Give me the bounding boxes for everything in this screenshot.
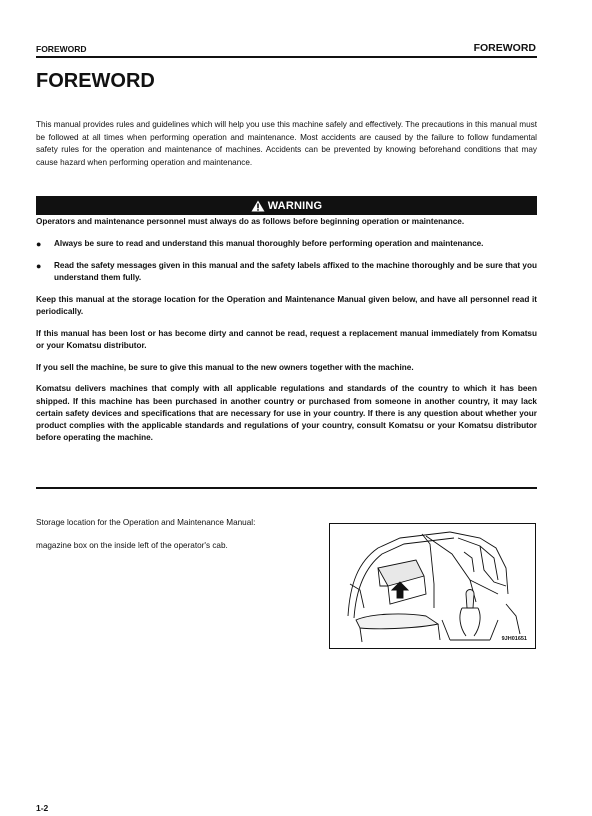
intro-paragraph: This manual provides rules and guidelines which will help you use this machine safely and effectively. The precautions in this manual must be followed at all times when performing operation and maintenance. Most accidents are caused by the failure to follow fundamental safety rules for the operation and maintenance of machines. Accidents can be prevented by knowing beforehand conditions that may cause hazard when performing operation and maintenance. [36, 120, 537, 168]
warning-label: WARNING [267, 199, 323, 212]
running-header-right: FOREWORD [473, 42, 536, 54]
list-item [36, 238, 537, 250]
page-title: FOREWORD [36, 70, 155, 92]
list-item [36, 260, 537, 284]
page-number: 1-2 [36, 803, 49, 813]
warning-triangle-icon [251, 200, 265, 212]
bullet-icon: ● [36, 238, 42, 249]
bullet-icon: ● [36, 260, 42, 271]
storage-location-text: magazine box on the inside left of the operator's cab. [36, 541, 228, 550]
running-header-left: FOREWORD [36, 44, 87, 54]
cab-illustration [329, 523, 536, 649]
warning-lead: Operators and maintenance personnel must always do as follows before beginning operation or maintenance. [36, 217, 465, 226]
storage-location-label: Storage location for the Operation and Maintenance Manual: [36, 518, 256, 527]
warning-paragraph-replacement: If this manual has been lost or has become dirty and cannot be read, request a replacement manual immediately from Komatsu or your Komatsu distributor. [36, 328, 537, 350]
warning-paragraph-compliance: Komatsu delivers machines that comply with all applicable regulations and standards of the country to which it has been shipped. If this machine has been purchased in another country or purchased from someone in another country, it may lack certain safety devices and specifications that are necessary for use in your country. If there is any question about whether your product complies with the applicable standards and regulations of your country, consult Komatsu or your Komatsu distributor before operating the machine. [36, 384, 537, 443]
warning-body [36, 216, 537, 444]
warning-paragraph-storage: Keep this manual at the storage location for the Operation and Maintenance Manual given below, and have all personnel read it periodically. [36, 294, 537, 316]
figure-code: 9JH01651 [501, 636, 527, 642]
warning-bullet-list [36, 238, 537, 284]
warning-paragraph-resale: If you sell the machine, be sure to give this manual to the new owners together with the machine. [36, 362, 414, 372]
header-divider [36, 56, 537, 58]
warning-banner [36, 196, 537, 215]
bullet-text: Always be sure to read and understand this manual thoroughly before performing operation and maintenance. [54, 238, 484, 248]
bullet-text: Read the safety messages given in this manual and the safety labels affixed to the machine thoroughly and be sure that you understand them fully. [54, 260, 537, 282]
warning-end-divider [36, 487, 537, 489]
